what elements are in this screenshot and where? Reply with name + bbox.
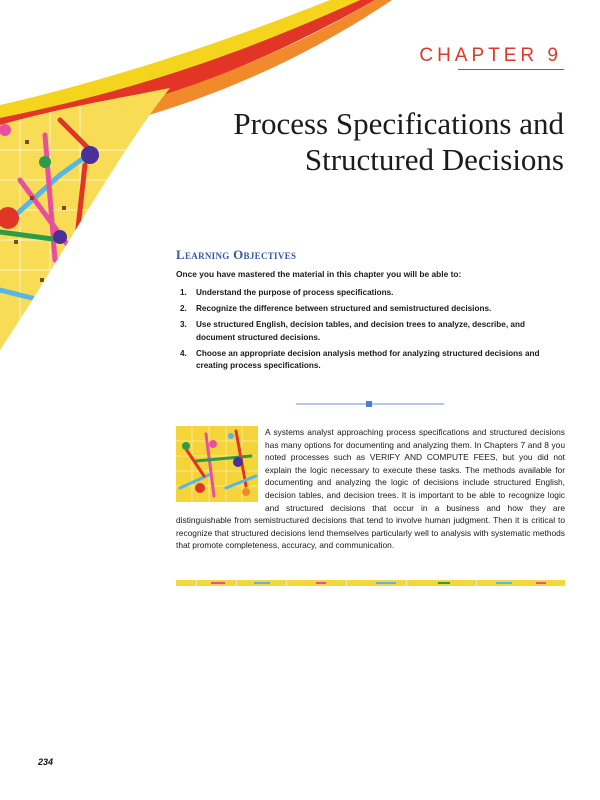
intro-paragraph [176,426,565,552]
objective-number: 2. [180,304,187,313]
decorative-strip [176,580,565,586]
objective-number: 3. [180,320,187,329]
objective-item [180,303,565,316]
objective-text: Choose an appropriate decision analysis method for analyzing structured decisions and creating process specifications. [196,348,540,370]
intro-paragraph-text: A systems analyst approaching process specifications and structured decisions has many options for documenting and analyzing them. In Chapters 7 and 8 you noted processes such as VERIFY AND COMPUTE FEES, but you did not explain the logic necessary to execute these tasks. The methods available for documenting and analyzing the logic of decisions include structured English, decision tables, and decision trees. It is important to be able to recognize logic and structured decisions that occur in a business and how they are distinguishable from semistructured decisions that tend to involve human judgment. Then it is critical to recognize that structured decisions lend themselves particularly well to analysis with systematic methods that promote completeness, accuracy, and communication. [176,427,565,551]
chapter-rule [458,69,564,70]
objective-text: Use structured English, decision tables, and decision trees to analyze, describe, and document structured decisions. [196,320,525,342]
objective-number: 1. [180,288,187,297]
objective-text: Recognize the difference between structured and semistructured decisions. [196,304,492,313]
section-divider [296,400,444,408]
objective-number: 4. [180,348,187,358]
objective-text: Understand the purpose of process specifications. [196,288,394,297]
learning-objectives-intro: Once you have mastered the material in this chapter you will be able to: [176,269,462,279]
learning-objectives-heading: Learning Objectives [176,247,297,262]
objective-item [180,348,565,373]
objectives-list [180,287,565,376]
objective-item [180,287,565,300]
chapter-title-line1: Process Specifications and [233,106,564,141]
chapter-title [164,106,564,178]
objective-item [180,319,565,344]
chapter-title-line2: Structured Decisions [304,142,564,177]
chapter-label: CHAPTER 9 [419,45,562,66]
image-wrap-space [176,426,265,514]
page-number: 234 [38,757,54,767]
